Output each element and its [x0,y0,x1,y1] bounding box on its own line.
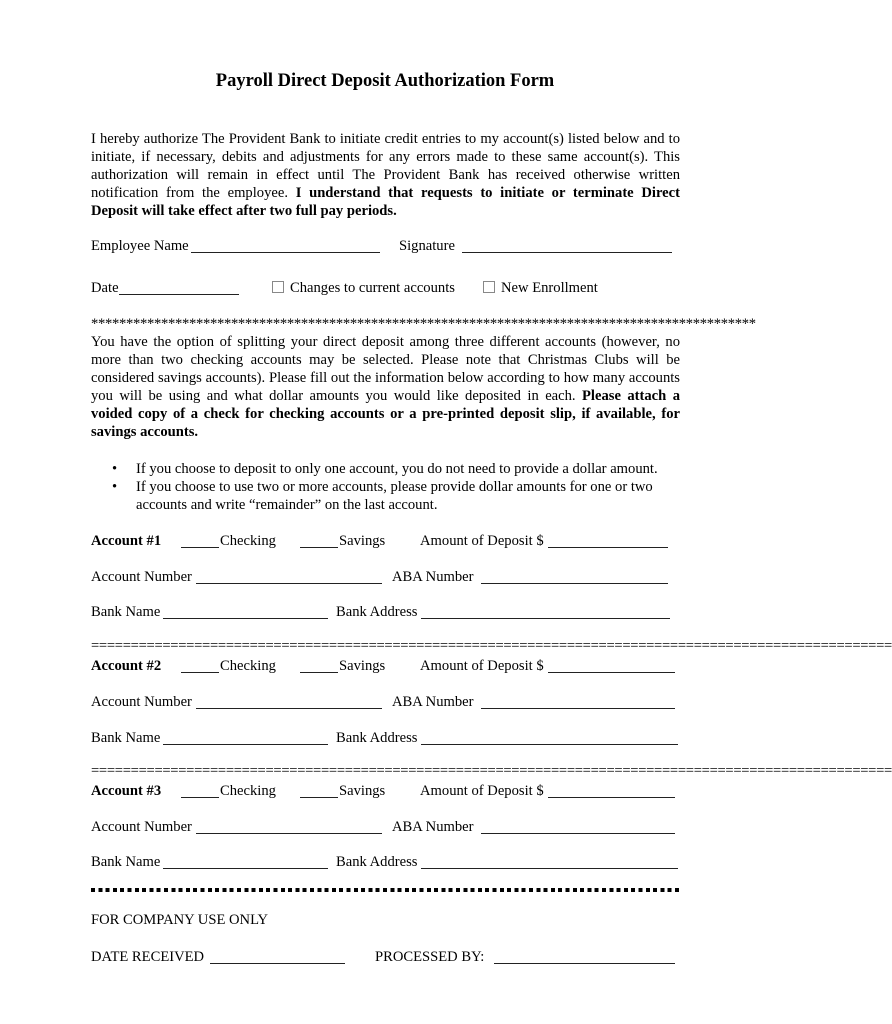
checking-field[interactable] [181,533,219,548]
account-number-field[interactable] [196,694,382,709]
equals-divider: ===================================================================================================== [91,763,892,779]
new-enrollment-checkbox[interactable] [483,280,598,297]
new-enrollment-label: New Enrollment [501,280,598,296]
account-number-label: Account Number [91,569,192,585]
employee-row [0,238,770,258]
savings-field[interactable] [300,658,338,673]
bank-name-field[interactable] [163,854,328,869]
bank-name-field[interactable] [163,604,328,619]
amount-field[interactable] [548,658,675,673]
equals-divider: ===================================================================================================== [91,638,892,654]
account-number-field[interactable] [196,819,382,834]
processed-by-label: PROCESSED BY: [375,949,485,965]
account-label: Account #2 [91,658,162,674]
bank-name-field[interactable] [163,730,328,745]
checking-field[interactable] [181,658,219,673]
amount-field[interactable] [548,533,668,548]
employee-name-label: Employee Name [91,238,189,254]
signature-label: Signature [399,238,455,254]
savings-label: Savings [339,533,386,549]
savings-field[interactable] [300,783,338,798]
amount-label: Amount of Deposit $ [420,533,544,549]
amount-label: Amount of Deposit $ [420,783,544,799]
checking-field[interactable] [181,783,219,798]
date-received-label: DATE RECEIVED [91,949,205,965]
account-3-bank-row [0,854,770,874]
bank-name-label: Bank Name [91,604,161,620]
account-3-number-row [0,819,770,839]
bank-address-label: Bank Address [336,730,418,746]
amount-field[interactable] [548,783,675,798]
dotted-divider [91,888,681,892]
account-1-bank-row [0,604,770,624]
account-1-type-row [0,533,770,553]
list-item: • If you choose to deposit to only one account, you do not need to provide a dollar amount. [136,460,680,478]
company-use-row [0,949,770,969]
split-text: You have the option of splitting your direct deposit among three different accounts (however, no more than two checking accounts may be selected. Please note that Christmas Clubs will be considered savings accounts). Please fill out the information below according to how many accounts you will be using and what dollar amounts you would like deposited in each. [91,334,680,404]
date-row [0,280,770,300]
instructions-list [91,460,680,514]
account-number-field[interactable] [196,569,382,584]
changes-label: Changes to current accounts [290,280,455,296]
asterisk-divider: *********************************************************************************************** [91,316,756,332]
authorization-notice: I understand that requests to initiate or terminate Direct Deposit will take effect after two full pay periods. [91,185,680,219]
bank-address-label: Bank Address [336,854,418,870]
checking-label: Checking [220,533,276,549]
aba-field[interactable] [481,819,675,834]
savings-field[interactable] [300,533,338,548]
checkbox-icon[interactable] [272,281,284,293]
account-2-bank-row [0,730,770,750]
split-paragraph [91,333,680,441]
checking-label: Checking [220,658,276,674]
account-2-type-row [0,658,770,678]
page-title: Payroll Direct Deposit Authorization Form [215,71,555,91]
date-received-field[interactable] [210,949,345,964]
company-use-heading: FOR COMPANY USE ONLY [91,912,269,928]
aba-field[interactable] [481,569,668,584]
authorization-paragraph [91,130,680,220]
aba-label: ABA Number [392,694,474,710]
account-label: Account #1 [91,533,162,549]
authorization-text: I hereby authorize The Provident Bank to initiate credit entries to my account(s) listed below and to initiate, if necessary, debits and adjustments for any errors made to these same account(s). This authorization will remain in effect until The Provident Bank has received otherwise written notification from the employee. [91,131,680,201]
account-3-type-row [0,783,770,803]
signature-field[interactable] [462,238,672,253]
bank-name-label: Bank Name [91,854,161,870]
bank-address-field[interactable] [421,854,678,869]
account-1-number-row [0,569,770,589]
account-label: Account #3 [91,783,162,799]
bank-address-label: Bank Address [336,604,418,620]
list-item: • If you choose to use two or more accounts, please provide dollar amounts for one or two accounts and write “remainder” on the last account. [136,478,680,514]
account-2-number-row [0,694,770,714]
employee-name-field[interactable] [191,238,380,253]
savings-label: Savings [339,783,386,799]
split-notice: Please attach a voided copy of a check for checking accounts or a pre-printed deposit slip, if available, for savings accounts. [91,388,681,440]
account-number-label: Account Number [91,819,192,835]
account-number-label: Account Number [91,694,192,710]
aba-field[interactable] [481,694,675,709]
bank-address-field[interactable] [421,604,670,619]
checking-label: Checking [220,783,276,799]
processed-by-field[interactable] [494,949,675,964]
savings-label: Savings [339,658,386,674]
date-field[interactable] [119,280,239,295]
amount-label: Amount of Deposit $ [420,658,544,674]
checkbox-icon[interactable] [483,281,495,293]
aba-label: ABA Number [392,569,474,585]
changes-checkbox[interactable] [272,280,455,297]
bank-name-label: Bank Name [91,730,161,746]
bank-address-field[interactable] [421,730,678,745]
date-label: Date [91,280,119,296]
aba-label: ABA Number [392,819,474,835]
